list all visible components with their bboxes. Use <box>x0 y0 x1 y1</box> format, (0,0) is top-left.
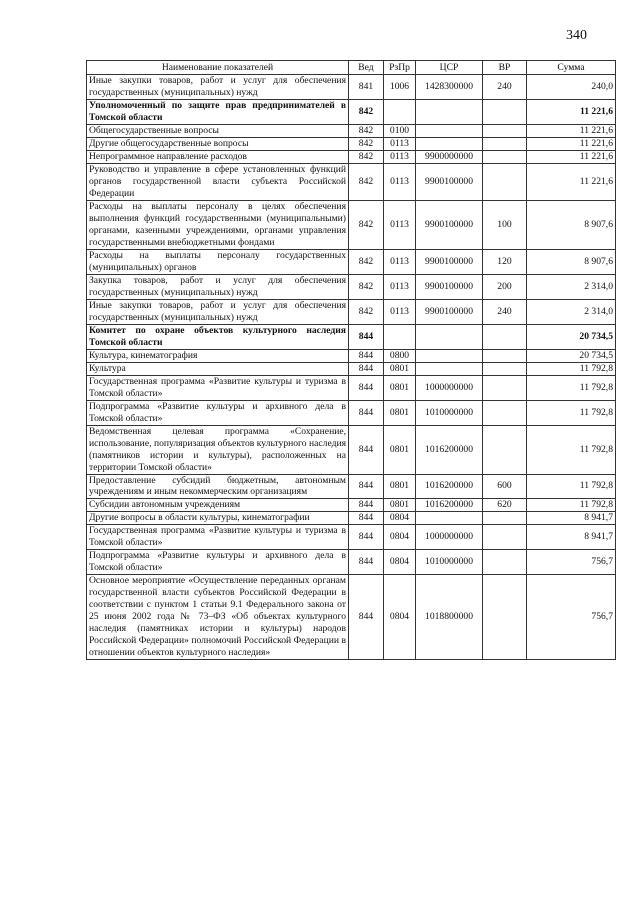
cell-vr <box>483 324 527 349</box>
cell-ved: 844 <box>349 400 384 425</box>
cell-vr <box>483 512 527 525</box>
cell-name: Общегосударственные вопросы <box>87 124 349 137</box>
cell-ved: 844 <box>349 499 384 512</box>
table-row <box>87 525 616 550</box>
cell-sum: 240,0 <box>527 75 616 100</box>
cell-sum: 11 221,6 <box>527 163 616 200</box>
cell-csr: 1000000000 <box>416 375 483 400</box>
header-vr: ВР <box>483 61 527 75</box>
cell-sum: 11 221,6 <box>527 99 616 124</box>
cell-ved: 844 <box>349 525 384 550</box>
cell-csr: 9900100000 <box>416 249 483 274</box>
table-row <box>87 499 616 512</box>
cell-name: Другие общегосударственные вопросы <box>87 137 349 150</box>
cell-vr <box>483 400 527 425</box>
cell-sum: 11 792,8 <box>527 375 616 400</box>
cell-rzpr: 0113 <box>384 163 416 200</box>
cell-rzpr: 0804 <box>384 525 416 550</box>
cell-vr <box>483 150 527 163</box>
cell-name: Расходы на выплаты персоналу государственных (муниципальных) органов <box>87 249 349 274</box>
cell-rzpr <box>384 99 416 124</box>
cell-csr: 1016200000 <box>416 499 483 512</box>
cell-ved: 842 <box>349 249 384 274</box>
cell-rzpr: 0801 <box>384 375 416 400</box>
cell-ved: 842 <box>349 99 384 124</box>
cell-name: Подпрограмма «Развитие культуры и архивного дела в Томской области» <box>87 550 349 575</box>
table-row <box>87 362 616 375</box>
table-row <box>87 575 616 660</box>
cell-sum: 11 792,8 <box>527 425 616 474</box>
cell-name: Иные закупки товаров, работ и услуг для обеспечения государственных (муниципальных) нужд <box>87 299 349 324</box>
cell-rzpr: 0113 <box>384 200 416 249</box>
cell-csr: 1018800000 <box>416 575 483 660</box>
table-header <box>87 61 616 75</box>
cell-ved: 842 <box>349 299 384 324</box>
cell-vr <box>483 362 527 375</box>
cell-ved: 841 <box>349 75 384 100</box>
cell-ved: 844 <box>349 362 384 375</box>
cell-sum: 11 221,6 <box>527 137 616 150</box>
cell-ved: 844 <box>349 324 384 349</box>
cell-rzpr: 0801 <box>384 362 416 375</box>
cell-sum: 2 314,0 <box>527 274 616 299</box>
cell-name: Комитет по охране объектов культурного наследия Томской области <box>87 324 349 349</box>
header-rzpr: РзПр <box>384 61 416 75</box>
cell-csr: 9900100000 <box>416 163 483 200</box>
cell-sum: 11 792,8 <box>527 499 616 512</box>
cell-csr <box>416 324 483 349</box>
cell-csr <box>416 99 483 124</box>
table-row <box>87 550 616 575</box>
header-ved: Вед <box>349 61 384 75</box>
cell-vr: 240 <box>483 75 527 100</box>
cell-ved: 844 <box>349 425 384 474</box>
cell-name: Руководство и управление в сфере установленных функций органов государственной власти субъекта Российской Федерации <box>87 163 349 200</box>
table-row <box>87 75 616 100</box>
cell-sum: 2 314,0 <box>527 299 616 324</box>
cell-csr: 1010000000 <box>416 400 483 425</box>
cell-sum: 8 941,7 <box>527 512 616 525</box>
cell-csr <box>416 362 483 375</box>
cell-csr <box>416 512 483 525</box>
cell-csr: 1000000000 <box>416 525 483 550</box>
cell-name: Закупка товаров, работ и услуг для обеспечения государственных (муниципальных) нужд <box>87 274 349 299</box>
cell-vr <box>483 349 527 362</box>
cell-name: Культура, кинематография <box>87 349 349 362</box>
cell-vr <box>483 124 527 137</box>
cell-csr <box>416 124 483 137</box>
cell-rzpr: 0801 <box>384 499 416 512</box>
cell-csr <box>416 349 483 362</box>
cell-rzpr: 0800 <box>384 349 416 362</box>
cell-csr: 1428300000 <box>416 75 483 100</box>
table-row <box>87 274 616 299</box>
table-row <box>87 99 616 124</box>
cell-name: Расходы на выплаты персоналу в целях обеспечения выполнения функций государственными (муниципальными) органами, казенными учреждениями, органами управления государственными внебюджетными фондами <box>87 200 349 249</box>
budget-table <box>86 60 616 660</box>
cell-rzpr: 0804 <box>384 512 416 525</box>
cell-sum: 11 792,8 <box>527 362 616 375</box>
table-row <box>87 324 616 349</box>
cell-ved: 842 <box>349 163 384 200</box>
cell-csr: 9900100000 <box>416 299 483 324</box>
table-row <box>87 375 616 400</box>
cell-sum: 756,7 <box>527 575 616 660</box>
cell-vr <box>483 550 527 575</box>
cell-ved: 842 <box>349 137 384 150</box>
cell-name: Субсидии автономным учреждениям <box>87 499 349 512</box>
cell-sum: 8 941,7 <box>527 525 616 550</box>
cell-ved: 844 <box>349 474 384 499</box>
cell-name: Уполномоченный по защите прав предпринимателей в Томской области <box>87 99 349 124</box>
cell-vr <box>483 375 527 400</box>
cell-rzpr: 0804 <box>384 550 416 575</box>
cell-rzpr: 0801 <box>384 425 416 474</box>
cell-rzpr: 0113 <box>384 137 416 150</box>
table-row <box>87 474 616 499</box>
cell-name: Предоставление субсидий бюджетным, автономным учреждениям и иным некоммерческим организациям <box>87 474 349 499</box>
cell-rzpr: 0113 <box>384 299 416 324</box>
cell-ved: 844 <box>349 375 384 400</box>
cell-ved: 844 <box>349 512 384 525</box>
table-row <box>87 163 616 200</box>
cell-vr <box>483 163 527 200</box>
cell-csr: 9900000000 <box>416 150 483 163</box>
cell-rzpr: 0804 <box>384 575 416 660</box>
cell-ved: 842 <box>349 200 384 249</box>
cell-vr <box>483 575 527 660</box>
cell-csr <box>416 137 483 150</box>
cell-vr: 120 <box>483 249 527 274</box>
cell-ved: 844 <box>349 349 384 362</box>
cell-name: Ведомственная целевая программа «Сохранение, использование, популяризация объектов культурного наследия (памятников истории и культуры), расположенных на территории Томской области» <box>87 425 349 474</box>
table-row <box>87 512 616 525</box>
cell-sum: 11 221,6 <box>527 124 616 137</box>
cell-csr: 1010000000 <box>416 550 483 575</box>
table-row <box>87 249 616 274</box>
cell-csr: 1016200000 <box>416 474 483 499</box>
cell-name: Государственная программа «Развитие культуры и туризма в Томской области» <box>87 525 349 550</box>
cell-rzpr: 0100 <box>384 124 416 137</box>
page-number: 340 <box>566 28 587 43</box>
cell-rzpr: 0113 <box>384 249 416 274</box>
cell-rzpr <box>384 324 416 349</box>
cell-sum: 756,7 <box>527 550 616 575</box>
cell-name: Другие вопросы в области культуры, кинематографии <box>87 512 349 525</box>
cell-name: Государственная программа «Развитие культуры и туризма в Томской области» <box>87 375 349 400</box>
cell-sum: 11 792,8 <box>527 400 616 425</box>
cell-name: Подпрограмма «Развитие культуры и архивного дела в Томской области» <box>87 400 349 425</box>
cell-vr: 600 <box>483 474 527 499</box>
table-row <box>87 425 616 474</box>
header-name: Наименование показателей <box>87 61 349 75</box>
table-row <box>87 150 616 163</box>
table-row <box>87 200 616 249</box>
cell-vr <box>483 525 527 550</box>
cell-csr: 9900100000 <box>416 200 483 249</box>
cell-sum: 8 907,6 <box>527 200 616 249</box>
cell-csr: 9900100000 <box>416 274 483 299</box>
cell-vr: 100 <box>483 200 527 249</box>
cell-vr: 200 <box>483 274 527 299</box>
cell-name: Иные закупки товаров, работ и услуг для обеспечения государственных (муниципальных) нужд <box>87 75 349 100</box>
cell-sum: 20 734,5 <box>527 324 616 349</box>
cell-vr: 240 <box>483 299 527 324</box>
table-body <box>87 75 616 660</box>
cell-vr <box>483 137 527 150</box>
header-sum: Сумма <box>527 61 616 75</box>
table-row <box>87 299 616 324</box>
cell-sum: 20 734,5 <box>527 349 616 362</box>
cell-vr <box>483 425 527 474</box>
cell-sum: 11 792,8 <box>527 474 616 499</box>
cell-rzpr: 1006 <box>384 75 416 100</box>
table-row <box>87 349 616 362</box>
cell-name: Непрограммное направление расходов <box>87 150 349 163</box>
cell-ved: 842 <box>349 124 384 137</box>
cell-rzpr: 0113 <box>384 274 416 299</box>
cell-sum: 11 221,6 <box>527 150 616 163</box>
cell-ved: 842 <box>349 274 384 299</box>
cell-vr: 620 <box>483 499 527 512</box>
cell-vr <box>483 99 527 124</box>
cell-rzpr: 0801 <box>384 474 416 499</box>
cell-ved: 842 <box>349 150 384 163</box>
cell-name: Культура <box>87 362 349 375</box>
cell-rzpr: 0801 <box>384 400 416 425</box>
cell-ved: 844 <box>349 575 384 660</box>
cell-rzpr: 0113 <box>384 150 416 163</box>
cell-ved: 844 <box>349 550 384 575</box>
cell-csr: 1016200000 <box>416 425 483 474</box>
cell-name: Основное мероприятие «Осуществление переданных органам государственной власти субъектов Российской Федерации в соответствии с пунктом 1 статьи 9.1 Федерального закона от 25 июня 2002 года № 73–ФЗ «Об объектах культурного наследия (памятниках истории и культуры) народов Российской Федерации» полномочий Российской Федерации в отношении объектов культурного наследия» <box>87 575 349 660</box>
table-row <box>87 124 616 137</box>
cell-sum: 8 907,6 <box>527 249 616 274</box>
table-row <box>87 400 616 425</box>
table-row <box>87 137 616 150</box>
header-csr: ЦСР <box>416 61 483 75</box>
